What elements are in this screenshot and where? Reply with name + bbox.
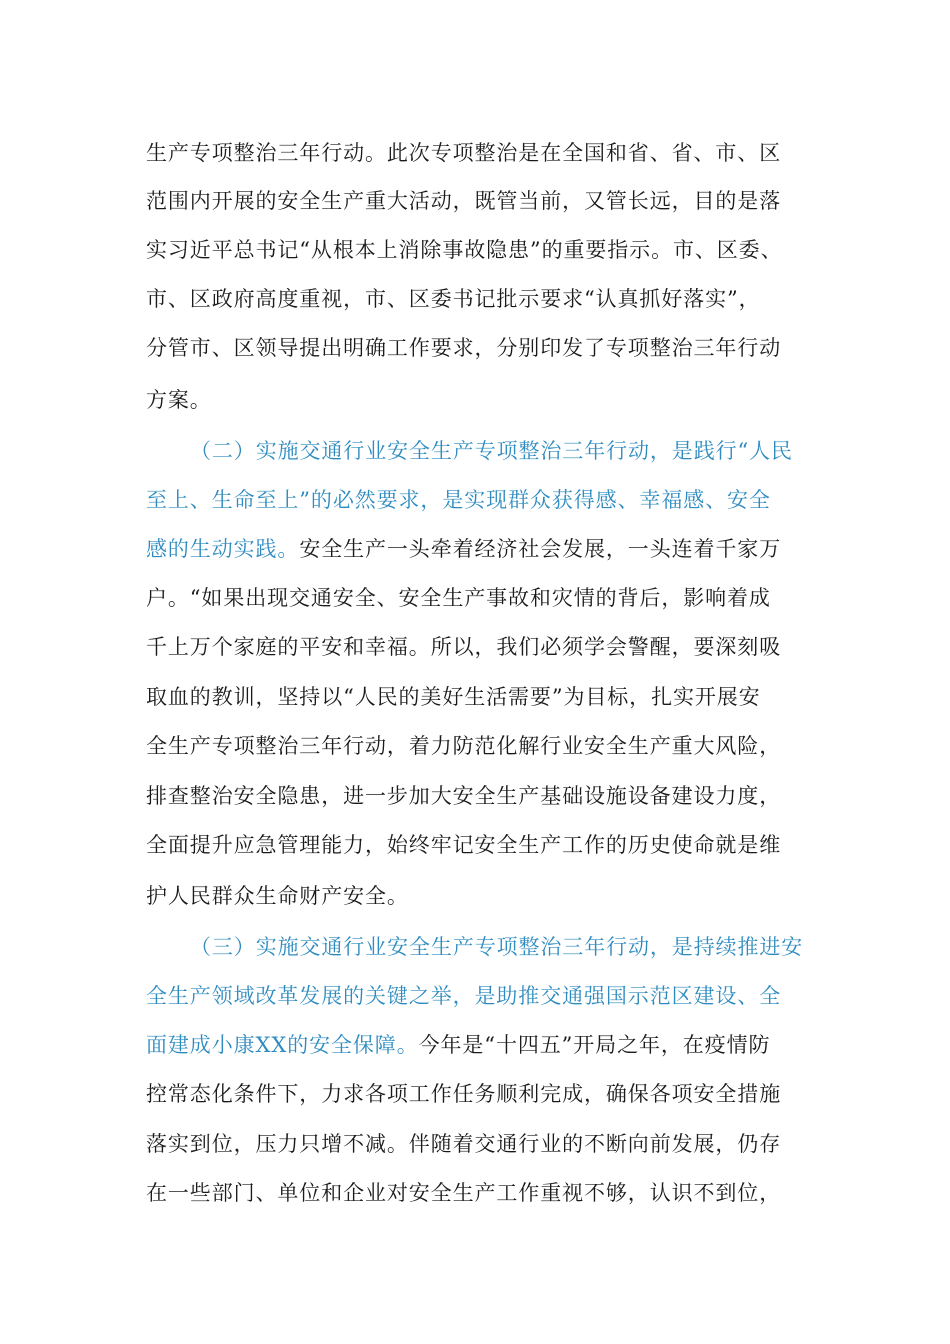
para1-line-1: 生产专项整治三年行动。此次专项整治是在全国和省、省、市、区 [146,141,782,165]
para3-heading-line-3: 面建成小康XX的安全保障。 [146,1033,419,1057]
para2-line-5: 千上万个家庭的平安和幸福。所以，我们必须学会警醒，要深刻吸 [146,635,782,659]
para1-line-5: 分管市、区领导提出明确工作要求，分别印发了专项整治三年行动 [146,336,782,360]
para1-line-3: 实习近平总书记“从根本上消除事故隐患”的重要指示。市、区委、 [146,238,783,262]
para2-body-line-3: 安全生产一头牵着经济社会发展，一头连着千家万 [299,537,782,561]
para2-line-7: 全生产专项整治三年行动，着力防范化解行业安全生产重大风险， [146,734,782,758]
para2-heading-line-2: 至上、生命至上”的必然要求，是实现群众获得感、幸福感、安全 [146,488,771,512]
para3-body-line-3: 今年是“十四五”开局之年，在疫情防 [418,1033,771,1057]
para3-line-6: 在一些部门、单位和企业对安全生产工作重视不够，认识不到位， [146,1181,782,1205]
para2-heading-line-1: （二）实施交通行业安全生产专项整治三年行动，是践行“人民 [190,439,793,463]
para3-heading-line-2: 全生产领域改革发展的关键之举，是助推交通强国示范区建设、全 [146,984,782,1008]
para3-line-5: 落实到位，压力只增不减。伴随着交通行业的不断向前发展，仍存 [146,1132,782,1156]
para1-line-4: 市、区政府高度重视，市、区委书记批示要求“认真抓好落实”， [146,287,761,311]
para3-heading-line-1: （三）实施交通行业安全生产专项整治三年行动，是持续推进安 [190,935,804,959]
para3-line-4: 控常态化条件下，力求各项工作任务顺利完成，确保各项安全措施 [146,1082,782,1106]
para2-line-9: 全面提升应急管理能力，始终牢记安全生产工作的历史使命就是维 [146,833,782,857]
para2-line-8: 排查整治安全隐患，进一步加大安全生产基础设施设备建设力度， [146,784,782,808]
para1-line-2: 范围内开展的安全生产重大活动，既管当前，又管长远，目的是落 [146,189,782,213]
para3-line-3 [146,1030,770,1060]
para2-line-10: 护人民群众生命财产安全。 [146,884,409,908]
para1-line-6: 方案。 [146,388,212,412]
para2-line-4: 户。“如果出现交通安全、安全生产事故和灾情的背后，影响着成 [146,586,771,610]
para2-line-3 [146,534,781,564]
para2-heading-line-3: 感的生动实践。 [146,537,300,561]
para2-line-6: 取血的教训，坚持以“人民的美好生活需要”为目标，扎实开展安 [146,685,761,709]
